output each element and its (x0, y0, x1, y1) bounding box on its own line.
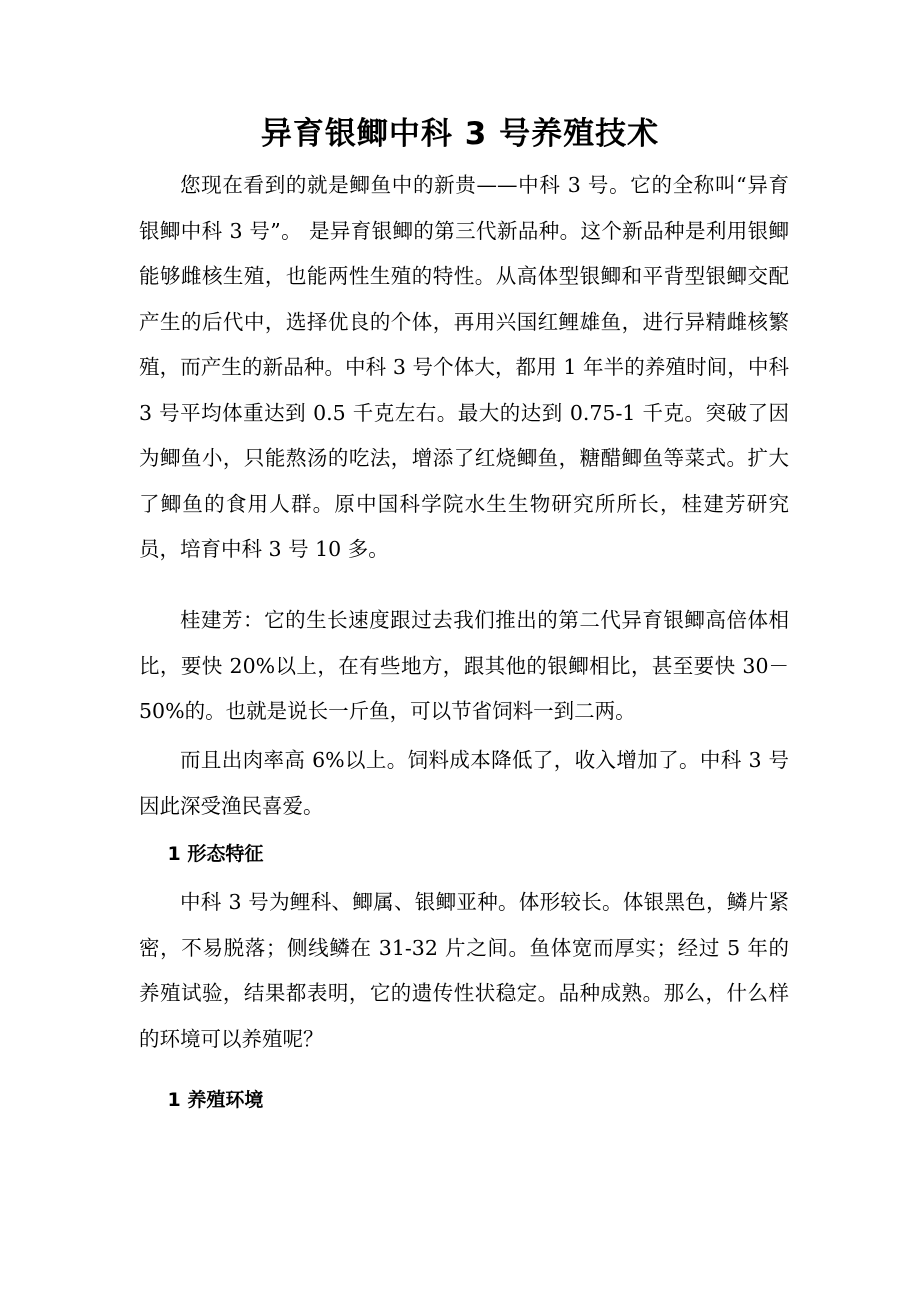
section-heading-morphology: 1 形态特征 (167, 843, 264, 865)
quote-paragraph: 桂建芳：它的生长速度跟过去我们推出的第二代异育银鲫高倍体相比，要快 20%以上，在有些地方，跟其他的银鲫相比，甚至要快 30－50%的。也就是说长一斤鱼，可以节省饲料一到二两。 (139, 608, 789, 723)
intro-paragraph: 您现在看到的就是鲫鱼中的新贵——中科 3 号。它的全称叫“异育银鲫中科 3 号”。 是异育银鲫的第三代新品种。这个新品种是利用银鲫能够雌核生殖，也能两性生殖的特性。从高体型银鲫和平背型银鲫交配产生的后代中，选择优良的个体，再用兴国红鲤雄鱼，进行异精雌核繁殖，而产生的新品种。中科 3 号个体大，都用 1 年半的养殖时间，中科 3 号平均体重达到 0.5 千克左右。最大的达到 0.75-1 千克。突破了因为鲫鱼小，只能熬汤的吃法，增添了红烧鲫鱼，糖醋鲫鱼等菜式。扩大了鲫鱼的食用人群。原中国科学院水生生物研究所所长，桂建芳研究员，培育中科 3 号 10 多。 (139, 173, 789, 561)
morphology-paragraph: 中科 3 号为鲤科、鲫属、银鲫亚种。体形较长。体银黑色，鳞片紧密，不易脱落；侧线鳞在 31-32 片之间。鱼体宽而厚实；经过 5 年的养殖试验，结果都表明，它的遗传性状稳定。品种成熟。那么，什么样的环境可以养殖呢？ (139, 890, 789, 1051)
document-title: 异育银鲫中科 3 号养殖技术 (260, 116, 660, 152)
section-heading-environment: 1 养殖环境 (167, 1089, 264, 1111)
yield-paragraph: 而且出肉率高 6%以上。饲料成本降低了，收入增加了。中科 3 号因此深受渔民喜爱。 (139, 748, 789, 818)
